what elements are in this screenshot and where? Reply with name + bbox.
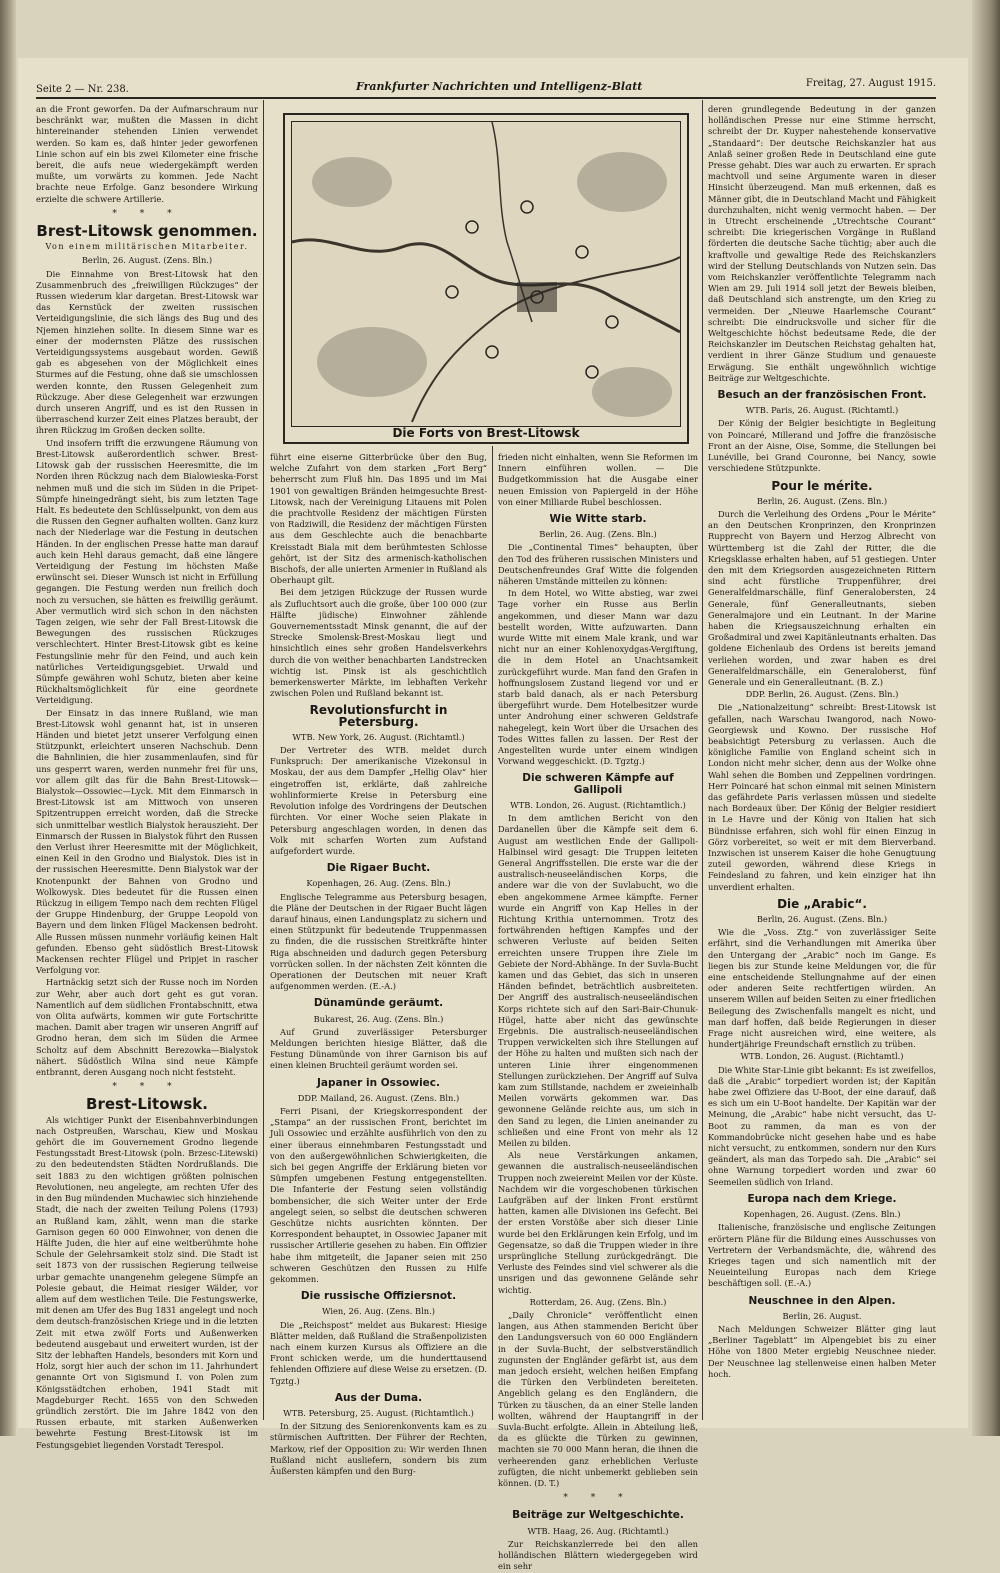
article-text: Auf Grund zuverlässiger Petersburger Meldungen berichten hiesige Blätter, daß die Festung Dünamünde von ihrer Garnison bis auf einen kleinen Bruchteil geräumt worden sei. bbox=[270, 1026, 487, 1071]
headline: Neuschnee in den Alpen. bbox=[748, 1294, 896, 1307]
article-text: Der König der Belgier besichtigte in Begleitung von Poincaré, Millerand und Joffre die französische Front an der Aisne, Oise, Somme, die Stellungen bei Lunéville, bei Grand Couronne, bei Nancy, sowie verschiedene Stützpunkte. bbox=[708, 418, 936, 474]
article-text: Als neue Verstärkungen ankamen, gewannen die australisch-neuseeländischen Truppen noch zweiereint Meilen vor der Küste. Nachdem wir die vorgeschobenen türkischen Laufgräben auf der linken Front erstürmt hatten, kamen alle Divisionen ins Gefecht. Bei der ersten Vorstöße aber sich dieser Linie wurde bei den Erklärungen kein Erfolg, und im Gegensatze, so daß die Truppen wieder in ihre ursprüngliche Stellung zurückgedrängt. Die Verluste des Feindes sind viel schwerer als die unsrigen und das gewonnene Gelände sehr wichtig. bbox=[498, 1150, 698, 1295]
headline: Japaner in Ossowiec. bbox=[316, 1076, 441, 1089]
masthead: Frankfurter Nachrichten und Intelligenz-Blatt bbox=[356, 80, 643, 93]
article-text: Die „Continental Times“ behaupten, über den Tod des früheren russischen Ministers und Deutschenfreundes Graf Witte die folgenden näheren Umstände mitteilen zu können: bbox=[498, 542, 698, 587]
dateline: Kopenhagen, 26. August. (Zens. Bln.) bbox=[743, 1209, 901, 1220]
dateline: WTB. London, 26. August. (Richtamtlich.) bbox=[510, 799, 686, 810]
header-rule bbox=[36, 97, 936, 99]
dateline: Kopenhagen, 26. Aug. (Zens. Bln.) bbox=[306, 878, 451, 889]
page-edge bbox=[972, 0, 1000, 1436]
dateline: Wien, 26. Aug. (Zens. Bln.) bbox=[321, 1306, 436, 1317]
article-text: Der Vertreter des WTB. meldet durch Funkspruch: Der amerikanische Vizekonsul in Moskau, der aus dem Dampfer „Hellig Olav“ hier eingetroffen ist, erklärte, daß zahlreiche wohlinformierte Kreise in Petersburg eine Revolution infolge des Vordringens der Deutschen fürchten. Vor einer Woche seien Plakate in Petersburg angeschlagen worden, in denen das Volk mit scharfen Worten zum Aufstand aufgefordert wurde. bbox=[270, 745, 487, 856]
issue-date: Freitag, 27. August 1915. bbox=[805, 78, 936, 89]
headline: Die russische Offiziersnot. bbox=[300, 1290, 457, 1303]
article-text: an die Front geworfen. Da der Aufmarschraum nur beschränkt war, mußten die Massen in dicht hintereinander stehenden Linien verwendet werden. So kam es, daß hinter jeder geworfenen Linie schon auf ein bis zwei Kilometer eine frische bereit, die aufs neue wiedergekämpft werden mußte, um vorwärts zu kommen. Jede Nacht brachte neue Erfolge. Ganz besondere Wirkung erzielte die schwere Artillerie. bbox=[36, 104, 258, 204]
article-text: Die White Star-Linie gibt bekannt: Es ist zweifellos, daß die „Arabic“ torpediert worden ist; der Kapitän habe zwei Offiziere das U-Boot, der eine darauf, daß es sich um ein U-Boot handelte. Der Kapitän war der Meinung, die „Arabic“ habe nicht versucht, das U-Boot zu rammen, da man es von der Kommandobrücke nicht gesehen habe und es habe nicht versucht, zu entkommen, sondern nur den Kurs geändert, als man das Torpedo sah. Die „Arabic“ sei ohne Warnung torpediert worden und zwar 60 Seemeilen südlich von Irland. bbox=[708, 1064, 936, 1187]
dateline: Berlin, 26. August. bbox=[782, 1310, 862, 1321]
article-text: Zur Reichskanzlerrede bei den allen holländischen Blättern wiedergegeben wird ein sehr bbox=[498, 1538, 698, 1572]
dateline: Rotterdam, 26. Aug. (Zens. Bln.) bbox=[529, 1296, 667, 1307]
article-text: Nach Meldungen Schweizer Blätter ging laut „Berliner Tageblatt“ im Alpengebiet bis zu einer Höhe von 1800 Meter ergiebig Neuschnee nieder. Der Neuschnee lag stellenweise einen halben Meter hoch. bbox=[708, 1323, 936, 1379]
article-text: In der Sitzung des Seniorenkonvents kam es zu stürmischen Auftritten. Der Führer der Rechten, Markow, rief der Opposition zu: Wir werden Ihnen Rußland nicht ausliefern, sondern bis zum Äußersten kämpfen und den Burg- bbox=[270, 1421, 487, 1477]
map-image bbox=[291, 121, 681, 427]
dateline: WTB. Haag, 26. Aug. (Richtamtl.) bbox=[527, 1525, 669, 1536]
headline: Brest-Litowsk. bbox=[86, 1095, 208, 1114]
dateline: WTB. London, 26. August. (Richtamtl.) bbox=[740, 1051, 904, 1062]
headline: Die schweren Kämpfe auf Gallipoli bbox=[522, 772, 674, 796]
dateline: Bukarest, 26. Aug. (Zens. Bln.) bbox=[313, 1013, 444, 1024]
article-text: Ferri Pisani, der Kriegskorrespondent der „Stampa“ an der russischen Front, berichtet im Juli Ossowiec und erzählte ausführlich von den zu einer überaus einnehmbaren Festungsstadt und von den außergewöhnlichen Schwierigkeiten, die sich bei gegen Angriffe der Erklärung bieten vor Sümpfen umgebenen Festung entgegenstellten. Die Infanterie der Festung seien vollständig bombensicher, die sich Weiter unter der Erde angelegt seien, so selbst die deutschen schweren Geschütze nichts ausrichten könnten. Der Korrespondent behauptet, in Ossowiec Japaner mit russischer Artillerie gesehen zu haben. Ein Offizier habe ihm mitgeteilt, die Japaner seien mit 250 schweren Geschützen den Russen zu Hilfe gekommen. bbox=[270, 1105, 487, 1285]
article-text: deren grundlegende Bedeutung in der ganzen holländischen Presse nur eine Stimme herrscht, schreibt der Dr. Kuyper nahestehende konservative „Standaard“: Der deutsche Reichskanzler hat aus Anlaß seiner großen Rede in Deutschland eine gute Presse gehabt. Dies war auch zu erwarten. Er sprach machtvoll und seine Argumente waren in dieser Hinsicht überzeugend. Man muß erkennen, daß es Männer gibt, die in Deutschland Macht und Fähigkeit durchzuhalten, nicht wenig vermocht haben. — Der in Utrecht erscheinende „Utrechtsche Courant“ schreibt: Die kriegerischen Vorgänge in Rußland förderten die deutsche Sache tüchtig; aber auch die kraftvolle und gewaltige Rede des Reichskanzlers wird der Stellung Deutschlands von Nutzen sein. Das vom Reichskanzler veröffentlichte Telegramm nach Wien am 29. Juli 1914 soll jetzt der Beweis bleiben, daß Deutschland sich anstrengte, um den Krieg zu vermeiden. Der „Nieuwe Haarlemsche Courant“ schreibt: Die eindrucksvolle und sicher für die Weltgeschichte höchst bedeutsame Rede, die der Reichskanzler im Deutschen Reichstag gehalten hat, verdient in ihrer Gänze Studium und genaueste Erwägung. Sie enthält ungewöhnlich wichtige Beiträge zur Weltgeschichte. bbox=[708, 104, 936, 383]
headline: Revolutionsfurcht in Petersburg. bbox=[309, 703, 448, 729]
dateline: Berlin, 26. August. (Zens. Bln.) bbox=[756, 495, 888, 506]
byline: Von einem militärischen Mitarbeiter. bbox=[45, 242, 249, 252]
headline: Die „Arabic“. bbox=[777, 896, 867, 911]
page-header bbox=[36, 78, 936, 96]
headline: Besuch an der französischen Front. bbox=[717, 389, 927, 402]
separator: * * * bbox=[112, 208, 182, 219]
dateline: Berlin, 26. August. (Zens. Bln.) bbox=[81, 255, 213, 266]
headline: Die Rigaer Bucht. bbox=[326, 862, 431, 875]
article-text: In dem amtlichen Bericht von den Dardanellen über die Kämpfe seit dem 6. August am westlichen Ende der Gallipoli-Halbinsel wird gesagt: Die Truppen leiteten General Angriffsstellen. Die erste war die der australisch-neuseeländischen Korps, die andere war die von der Suvlabucht, wo die eben angekommene Armee kämpfte. Ferner wurde ein Angriff von Kap Helles in der Richtung Krithia unternommen. Trotz des fortwährenden heftigen Kampfes und der schweren Verluste auf beiden Seiten erreichten unsere Truppen ihre Ziele im Gebiete der Nord-Abhänge. In der Suvla-Bucht kamen und das Gebiet, das sich in unseren Händen befindet, beträchtlich ausbreiteten. Der Angriff des australisch-neuseeländischen Korps richtete sich auf den Sari-Bair-Chunuk-Hügel, hatte aber nicht das gewünschte Ergebnis. Die australisch-neuseeländischen Truppen verwickelten sich ihre Stellungen auf der Höhe zu halten und mußten sich nach der unteren Linie ihrer eingenommenen Stellungen zurückziehen. Der Angriff auf Sulva kam zum Stillstande, nachdem er zweieinhalb Meilen vorwärts gekommen war. Das gewonnene Gelände reichte aus, um sich in den Sand zu legen, die Linien aneinander zu schließen und eine Front von mehr als 12 Meilen zu bilden. bbox=[498, 813, 698, 1148]
article-text: Wie die „Voss. Ztg.“ von zuverlässiger Seite erfährt, sind die Verhandlungen mit Amerika über den Untergang der „Arabic“ noch im Gange. Es liegen bis zur Stunde keine Meldungen vor, die für eine entscheidende Stellungnahme auf der einen oder anderen Seite rechtfertigen würden. An unserem Willen auf beiden Seiten zu einer friedlichen Beilegung des Zwischenfalls mangelt es nicht, und man darf hoffen, daß beide Regierungen in dieser Frage nicht ausreichen wird, eine weitere, als hundertjährige Freundschaft ernstlich zu trüben. bbox=[708, 927, 936, 1050]
page-number: Seite 2 — Nr. 238. bbox=[36, 84, 129, 95]
headline: Aus der Duma. bbox=[334, 1391, 423, 1404]
article-text: Hartnäckig setzt sich der Russe noch im Norden zur Wehr, aber auch dort geht es gut voran. Namentlich auf dem südlichen Frontabschnitt, etwa von Olita aufwärts, kommen wir gute Fortschritte machen. Damit aber tragen wir unseren Angriff auf Grodno heran, dem sich im Süden die Armee Scholtz auf dem Abschnitt Berezowka—Bialystok nähert. Südöstlich Wilna sind neue Kämpfe entbrannt, deren Ausgang noch nicht feststeht. bbox=[36, 977, 258, 1078]
dateline: WTB. New York, 26. August. (Richtamtl.) bbox=[292, 731, 465, 742]
separator: * * * bbox=[563, 1493, 633, 1504]
article-text: In dem Hotel, wo Witte abstieg, war zwei Tage vorher ein Russe aus Berlin angekommen, und dieser Mann war dazu bestellt worden, Witte aufzuwarten. Dann wurde Witte mit einem Male krank, und war nicht nur an einer Kohlenoxydgas-Vergiftung, die in dem Hotel an Unachtsamkeit zurückgeführt wurde. Man fand den Grafen in hoffnungslosem Zustand liegend vor und er starb bald danach, als er nach Petersburg übergeführt wurde. Dem Hotelbesitzer wurde unter Androhung einer schweren Geldstrafe nahegelegt, kein Wort über die Ursachen des Todes Wittes fallen zu lassen. Der Rest der Angestellten wurde unter einem windigen Vorwand weggeschickt. (D. Tgztg.) bbox=[498, 588, 698, 767]
column-rule bbox=[492, 446, 493, 1420]
column-rule bbox=[702, 100, 703, 1420]
separator: * * * bbox=[112, 1082, 182, 1093]
column-rule bbox=[263, 100, 264, 1420]
column-1 bbox=[36, 104, 258, 1450]
column-3 bbox=[498, 452, 698, 1572]
dateline: WTB. Paris, 26. August. (Richtamtl.) bbox=[745, 405, 899, 416]
dateline: Berlin, 26. August. (Zens. Bln.) bbox=[756, 914, 888, 925]
article-text: Bei dem jetzigen Rückzuge der Russen wurde als Zufluchtsort auch die große, über 100 000 (zur Hälfte jüdische) Einwohner zählende Gouvernementsstadt Minsk genannt, die auf der Strecke Smolensk-Brest-Moskau liegt und hinsichtlich eines sehr großen Handelsverkehrs durch die von weither benachbarten Landstrecken wichtig ist. Pinsk ist als geschichtlich bemerkenswerter Märkte, im lebhaften Verkehr zwischen Polen und Rußland bekannt ist. bbox=[270, 587, 487, 699]
headline: Dünamünde geräumt. bbox=[313, 997, 444, 1010]
dateline: DDP. Mailand, 26. August. (Zens. Bln.) bbox=[297, 1092, 460, 1103]
headline: Pour le mérite. bbox=[771, 478, 873, 493]
article-text: Und insofern trifft die erzwungene Räumung von Brest-Litowsk außerordentlich schwer. Brest-Litowsk gab der russischen Heeresmitte, die im Norden ihren Rückzug nach dem Bialowieska-Forst nehmen muß und die sich im Süden in die Pripet-Sümpfe hineingedrängt sieht, bis zum letzten Tage Halt. Es bedeutete den Schlüsselpunkt, von dem aus die Russen den Gegner aufhalten wollten. Ganz kurz nach der Niederlage war die Festung in deutschen Händen. In der englischen Presse hatte man darauf auch kein Hehl daraus gemacht, daß eine längere Verteidigung der Festung im höchsten Maße erwünscht sei. Dieser Wunsch ist nicht in Erfüllung gegangen. Die Festung werden nun freilich doch noch zu versuchen, sie hätten es freiwillig geräumt. Aber vermutlich wird sich schon in den nächsten Tagen zeigen, wie sehr der Fall Brest-Litowsk die Bewegungen des russischen Rückzuges verschlechtert. Hinter Brest-Litowsk gibt es keine Festungslinie mehr für den Feind, und auch kein natürliches Verteidigungsgebiet. Urwald und Sümpfe gewähren wohl Schutz, bieten aber keine Rückhaltsmöglichkeit für eine geordnete Verteidigung. bbox=[36, 437, 258, 706]
fortress-map bbox=[292, 122, 680, 426]
map-caption: Die Forts von Brest-Litowsk bbox=[392, 426, 580, 440]
dateline: DDP. Berlin, 26. August. (Zens. Bln.) bbox=[745, 689, 899, 700]
column-4 bbox=[708, 104, 936, 1416]
dateline: WTB. Petersburg, 25. August. (Richtamtlich.) bbox=[283, 1408, 474, 1419]
article-text: Der Einsatz in das innere Rußland, wie man Brest-Litowsk wohl genannt hat, ist in unseren Händen und bietet jetzt unserer Verfolgung einen Stützpunkt, erleichtert unseren Nachschub. Denn die Bahnlinien, die hier zusammenlaufen, sind für uns gesperrt waren, werden nunmehr frei für uns, vor allem gilt das für die Bahn Brest-Litowsk—Bialystok—Ossowiec—Lyck. Mit dem Einmarsch in Brest-Litowsk ist am Mittwoch von unseren Spitzentruppen erreicht worden, daß die Strecke sich unmittelbar westlich Bialystok herauszieht. Der Einmarsch der Russen in Bialystok führt den Russen den Verlust ihrer Heeresmitte mit der Möglichkeit, einen Keil in den Grodno und Bialystok. Dies ist in der russischen Heeresmitte. Denn Bialystok war der Knotenpunkt der Bahnen von Grodno und Wolkowysk. Dies bedeutet für die Russen einen Rückzug in eiligem Tempo nach dem rechten Flügel der Gruppe Hindenburg, der Gruppe Leopold von Bayern und dem linken Flügel Mackensen bedroht. Alle Russen müssen nunmehr vorläufig keinen Halt gefunden. Ebenso geht südöstlich Brest-Litowsk Mackensen rechter Flügel und Pripjet in rascher Verfolgung vor. bbox=[36, 707, 258, 976]
book-binding bbox=[0, 0, 16, 1436]
article-text: führt eine eiserne Gitterbrücke über den Bug, welche Zufahrt von dem starken „Fort Berg“ beherrscht zum Fluß hin. Das 1895 und im Mai 1901 von gewaltigen Bränden heimgesuchte Brest-Litowsk, nach der Vereinigung Litauens mit Polen die prachtvolle Residenz der mächtigen Fürsten von Radziwill, die Residenz der mächtigen Fürsten aus dem Geschlechte auch die benachbarte Kreisstadt Biala mit dem berühmtesten Schlosse gehört, ist der Sitz des armenisch-katholischen Bischofs, der alle unierten Armenier in Rußland als Oberhaupt gilt. bbox=[270, 452, 487, 586]
headline: Beiträge zur Weltgeschichte. bbox=[512, 1509, 684, 1522]
article-text: Die „Nationalzeitung“ schreibt: Brest-Litowsk ist gefallen, nach Warschau Iwangorod, nach Nowo-Georgiewsk und Kowno. Der russische Hof beabsichtigt Petersburg zu verlassen. Auch die königliche Familie von England scheint sich in London nicht mehr sicher, denn aus der Wolke ohne Wahl sehen die Bomben und Zeppelinen vordringen. Herr Poincaré hat schon einmal mit seinen Ministern das gefährdete Paris verlassen müssen und siedelte nach Bordeaux über. Der König der Belgier residiert in Le Havre und der König von Italien hat sich Bündnisse erfahren, sich wohl für einen Einzug in Görz vorbereitet, so weit er mit dem Bierverband. Inzwischen ist unserem Kaiser die hohe Genugtuung zuteil geworden, während diese Kriegs in Feindesland zu fahren, und kein einziger hat ihn unverdient erhalten. bbox=[708, 702, 936, 892]
headline: Europa nach dem Kriege. bbox=[747, 1192, 897, 1205]
article-text: frieden nicht einhalten, wenn Sie Reformen im Innern einführen wollen. — Die Budgetkommission hat die Ausgabe einer neuen Emission von Papiergeld in der Höhe von einer Milliarde Rubel beschlossen. bbox=[498, 452, 698, 507]
article-text: Die „Reichspost“ meldet aus Bukarest: Hiesige Blätter melden, daß Rußland die Straßenpolizisten nach einem kurzen Kursus als Offiziere an die Front schicken werde, um die hunderttausend fehlenden Offiziere auf diese Weise zu ersetzen. (D. Tgztg.) bbox=[270, 1319, 487, 1386]
article-text: Als wichtiger Punkt der Eisenbahnverbindungen nach Ostpreußen, Warschau, Kiew und Moskau gehört die im Gouvernement Grodno liegende Festungsstadt Brest-Litowsk (poln. Brzesc-Litewski) zu den bedeutendsten Städten Nordrußlands. Die seit 1883 zu den wichtigen größten polnischen Revolutionen, neu angelegte, am rechten Ufer des in den Bug mündenden Muchawiec sich hinziehende Stadt, die nach der zweiten Teilung Polens (1793) an Rußland kam, zählt, wenn man die starke Garnison gegen 60 000 Einwohner, von denen die Hälfte Juden, die hier auf eine weitberühmte hohe Schule der Gelehrsamkeit stolz sind. Die Stadt ist seit 1873 von der russischen Regierung teilweise urbar gemachte unangenehm gelegene Sümpfe an Polesie gebaut, die Heimat riesiger Wälder, vor allem auf dem westlichen Teile. Die Festungswerke, mit denen am Ufer des Bug 1831 angelegt und noch dem deutsch-französischen Kriege und in die letzten Zeit mit etwa zwölf Forts und Außenwerken bedeutend ausgebaut und erweitert wurden, ist der Sitz der lebhaften Handels, besonders mit Korn und Holz, sorgt hier auch der schon im 11. Jahrhundert genannte Ort von Sigismund I. von Polen zum Königsstädtchen erhoben, 1941 Stadt mit Magdeburger Recht. 1655 von den Schweden gründlich zerstört. Die im Jahre 1842 von den Russen erbaute, mit starken Außenwerken bewehrte Festung Brest-Litowsk ist im Festungsgebiet liegenden Vorstadt Terespol. bbox=[36, 1114, 258, 1450]
article-text: „Daily Chronicle“ veröffentlicht einen langen, aus Athen stammenden Bericht über den Landungsversuch von 60 000 Engländern in der Suvla-Bucht, der selbstverständlich zugunsten der Engländer gefärbt ist, aus dem man jedoch ersieht, welchen heißen Empfang die Türken den Verbündeten bereiteten. Angeblich gelang es den Engländern, die Türken zu täuschen, da an einer Stelle landen wollten, während der Hauptangriff in der Suvla-Bucht erfolgte. Allein in Abteilung ließ, da es glückte die Türken zu gewinnen, machten sie 70 000 Mann heran, die ihnen die verheerenden ganz erheblichen Verluste zufügten, die nicht unbemerkt geblieben sein können. (D. T.) bbox=[498, 1310, 698, 1489]
column-2 bbox=[270, 452, 487, 1477]
article-text: Durch die Verleihung des Ordens „Pour le Mérite“ an den Deutschen Kronprinzen, den Kronprinzen Rupprecht von Bayern und Herzog Albrecht von Württemberg ist die Zahl der Ritter, die die Kriegsklasse erhalten haben, auf 51 gestiegen. Unter den mit dem Kriegsorden ausgezeichneten Rittern sind acht fürstliche Truppenführer, drei Generalfeldmarschälle, fünf Generalobersten, 24 Generale, fünf Generalleutnants, sieben Generalmajore und ein Leutnant. In der Marine haben die Kriegsauszeichnung erhalten ein Großadmiral und zwei Kapitänleutnants erhalten. Das goldene Eichenlaub des Ordens ist bereits jemand verliehen worden, und zwar haben es drei Generalfeldmarschälle, ein Generaloberst, fünf Generale und ein Generalleutnant. (B. Z.) bbox=[708, 508, 936, 687]
headline: Brest-Litowsk genommen. bbox=[36, 222, 258, 241]
article-text: Die Einnahme von Brest-Litowsk hat den Zusammenbruch des „freiwilligen Rückzuges“ der Russen wiederum klar dargetan. Brest-Litowsk war das Kernstück der zweiten russischen Verteidigungslinie, die sich längs des Bug und des Njemen hinziehen sollte. In diesem Sinne war es einer der modernsten Plätze des russischen Verteidigungssystems ausgebaut worden. Gewiß gab es abgesehen von der Möglichkeit eines Sturmes auf die Festung, ohne daß sie umschlossen werden konnte, den Russen Gelegenheit zum Rückzuge. Aber diese Gelegenheit war erzwungen durch unseren Angriff, und es ist den Russen in überraschend kurzer Zeit eines Platzes beraubt, der ihren Rückzug im Großen decken sollte. bbox=[36, 268, 258, 436]
dateline: Berlin, 26. Aug. (Zens. Bln.) bbox=[539, 529, 657, 540]
map-figure bbox=[283, 113, 689, 444]
headline: Wie Witte starb. bbox=[549, 513, 647, 526]
article-text: Englische Telegramme aus Petersburg besagen, die Pläne der Deutschen in der Rigaer Bucht lägen darauf hinaus, einen Landungsplatz zu sichern und einen Stützpunkt für bedeutende Truppenmassen zu finden, die die russischen Streitkräfte hinter Riga abschneiden und dadurch gegen Petersburg vorrücken sollen. In der nächsten Zeit könnten die Operationen der Deutschen mit neuer Kraft aufgenommen werden. (E.-A.) bbox=[270, 891, 487, 992]
article-text: Italienische, französische und englische Zeitungen erörtern Pläne für die Bildung eines Ausschusses von Vertretern der Verbandsmächte, die, während des Krieges tagen und sich namentlich mit der Neueinteilung Europas nach dem Kriege beschäftigen soll. (E.-A.) bbox=[708, 1222, 936, 1289]
